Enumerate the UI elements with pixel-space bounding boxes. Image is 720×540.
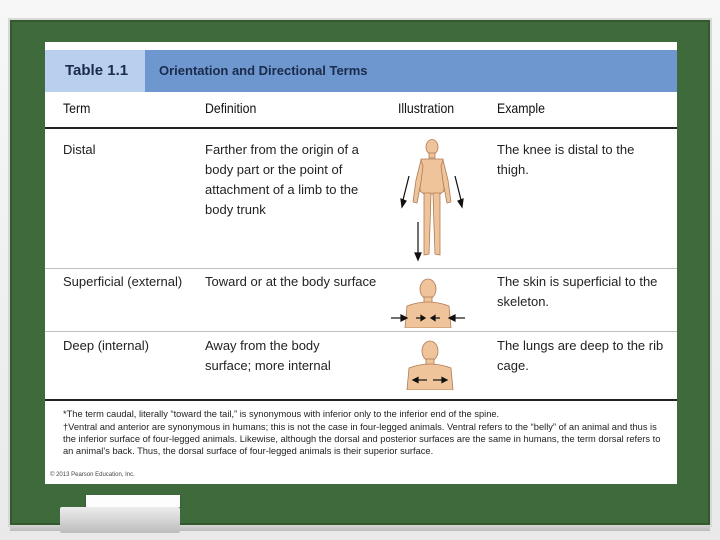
footnote-caudal: *The term caudal, literally “toward the tail,” is synonymous with inferior only to the inferior end of the spine. (63, 409, 500, 419)
example-cell: The knee is distal to the thigh. (497, 142, 635, 177)
term-cell: Superficial (external) (63, 274, 183, 289)
eraser-body (60, 507, 180, 533)
column-header-term: Term (63, 100, 91, 116)
column-header-illustration: Illustration (398, 100, 455, 116)
term-cell: Distal (63, 142, 96, 157)
header-rule (45, 127, 677, 129)
table-number: Table 1.1 (45, 50, 145, 92)
example-cell: The lungs are deep to the rib cage. (497, 338, 664, 373)
table-header-bar (45, 50, 677, 92)
superficial-bust-illustration (390, 276, 466, 328)
definition-cell: Farther from the origin of a body part or the point of attachment of a limb to the body trunk (205, 142, 359, 217)
table-title: Orientation and Directional Terms (159, 63, 368, 78)
row-divider (45, 331, 677, 332)
table-bottom-rule (45, 399, 677, 401)
eraser-felt (86, 495, 180, 507)
slide (45, 42, 677, 484)
chalkboard-eraser (60, 495, 180, 533)
deep-bust-illustration (400, 338, 460, 390)
term-cell: Deep (internal) (63, 338, 149, 353)
column-header-definition: Definition (205, 100, 257, 116)
footnote-ventral: †Ventral and anterior are synonymous in humans; this is not the case in four-legged animals. Ventral refers to the “belly” of an animal and thus is the inferior surface of four-legged animals. Likewise, although the dorsal and posterior surfaces are the same in humans, the term dorsal refers to an animal’s back. Thus, the dorsal surface of four-legged animals is their superior surface. (63, 422, 661, 456)
row-divider (45, 268, 677, 269)
definition-cell: Away from the body surface; more internal (205, 338, 331, 373)
column-header-example: Example (497, 100, 545, 116)
definition-cell: Toward or at the body surface (205, 274, 377, 289)
distal-body-illustration (397, 136, 467, 268)
copyright-text: © 2013 Pearson Education, Inc. (50, 472, 135, 478)
example-cell: The skin is superficial to the skeleton. (497, 274, 658, 309)
